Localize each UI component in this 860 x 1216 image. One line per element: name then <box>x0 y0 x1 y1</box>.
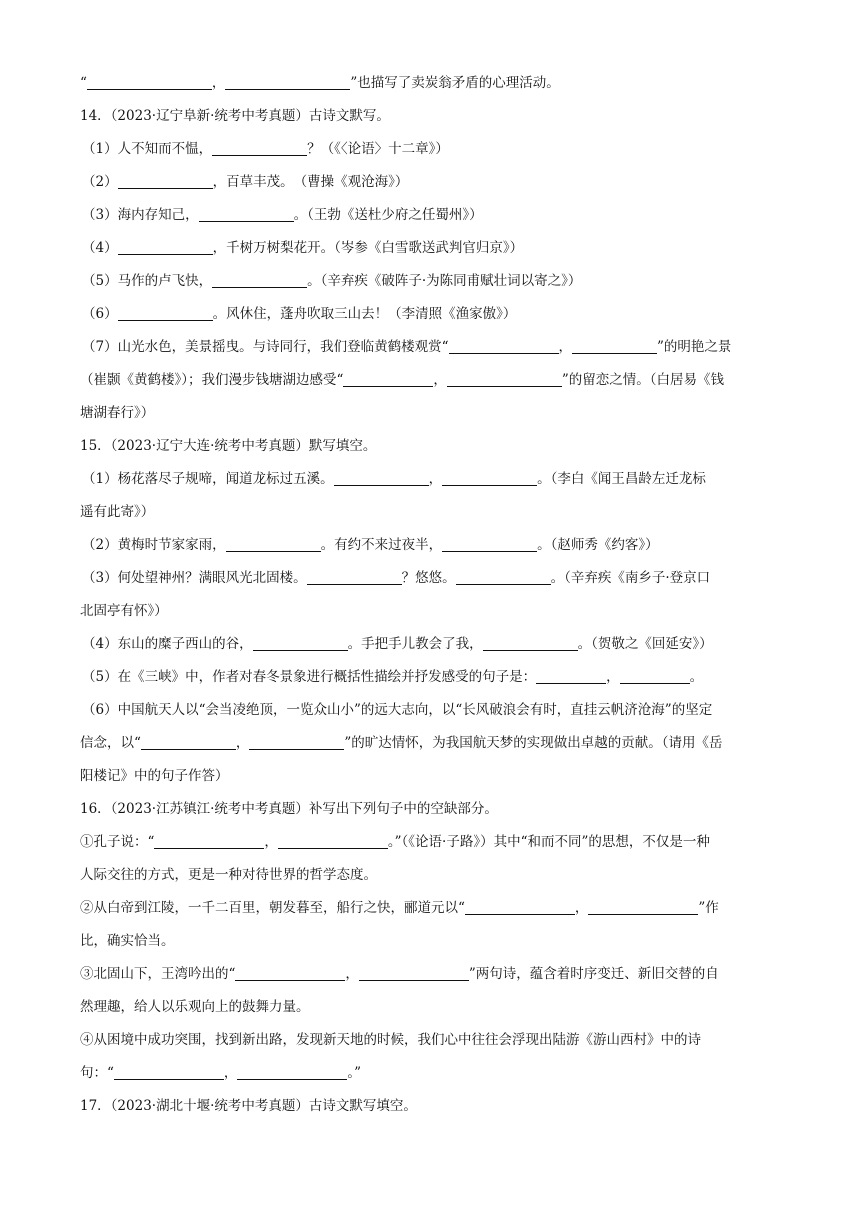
text-line <box>80 726 780 759</box>
text-line <box>80 693 780 726</box>
answer-blank[interactable] <box>442 537 537 552</box>
answer-blank[interactable] <box>114 1065 224 1080</box>
answer-blank[interactable] <box>456 570 551 585</box>
question-heading-14 <box>80 99 780 132</box>
text-line <box>80 891 780 924</box>
answer-blank[interactable] <box>249 735 344 750</box>
answer-blank[interactable] <box>620 669 690 684</box>
text-line <box>80 990 780 1023</box>
answer-blank[interactable] <box>536 669 606 684</box>
answer-blank[interactable] <box>118 306 213 321</box>
text: 信念，以“ <box>80 734 141 751</box>
text-line <box>80 594 780 627</box>
text: 。（赵师秀《约客》） <box>537 536 659 553</box>
text: （5）马作的卢飞快， <box>82 272 213 289</box>
text: 。（贺敬之《回延安》） <box>577 635 713 652</box>
text: ”作 <box>698 899 719 916</box>
text: ， <box>211 74 226 91</box>
answer-blank[interactable] <box>225 75 350 90</box>
text: （2）黄梅时节家家雨， <box>82 536 226 553</box>
text: ”的明艳之景 <box>657 338 732 355</box>
answer-blank[interactable] <box>212 141 307 156</box>
question-heading-17 <box>80 1089 780 1122</box>
text: （3）海内存知己， <box>82 206 199 223</box>
text-line <box>80 495 780 528</box>
text: 遥有此寄》） <box>80 503 155 520</box>
text: ， <box>264 833 278 850</box>
text: ， <box>428 470 443 487</box>
text: ， <box>235 734 250 751</box>
text: ②从白帝到江陵，一千二百里，朝发暮至，船行之快，郦道元以“ <box>80 899 465 916</box>
text-line <box>80 330 780 363</box>
answer-blank[interactable] <box>237 1065 347 1080</box>
answer-blank[interactable] <box>226 537 321 552</box>
text: 。 <box>689 668 704 685</box>
text: 然理趣，给人以乐观向上的鼓舞力量。 <box>80 998 310 1015</box>
text: 。（辛弃疾《南乡子·登京口 <box>550 569 711 586</box>
answer-blank[interactable] <box>442 471 537 486</box>
text-line <box>80 957 780 990</box>
text: 。”（《论语·子路》）其中“和而不同”的思想，不仅是一种 <box>387 833 710 850</box>
answer-blank[interactable] <box>334 471 429 486</box>
answer-blank[interactable] <box>235 966 345 981</box>
answer-blank[interactable] <box>253 636 348 651</box>
text: 。（王勃《送杜少府之任蜀州》） <box>293 206 483 223</box>
text: 句：“ <box>80 1064 114 1081</box>
text: “ <box>80 74 87 91</box>
question-heading-15 <box>80 429 780 462</box>
text: ， <box>433 371 447 388</box>
answer-blank[interactable] <box>87 75 212 90</box>
text: （2） <box>82 173 118 190</box>
text-line <box>80 660 780 693</box>
text: ”的留恋之情。（白居易《钱 <box>561 371 725 388</box>
text: 。（辛弃疾《破阵子·为陈同甫赋壮词以寄之》） <box>307 272 582 289</box>
text-line <box>80 825 780 858</box>
text-line <box>80 462 780 495</box>
text-line <box>80 231 780 264</box>
text-line <box>80 264 780 297</box>
text-line <box>80 858 780 891</box>
text: （5）在《三峡》中，作者对春冬景象进行概括性描绘并抒发感受的句子是： <box>82 668 537 685</box>
answer-blank[interactable] <box>118 240 213 255</box>
text: （崔颢《黄鹤楼》）；我们漫步钱塘湖边感受“ <box>80 371 344 388</box>
text: 人际交往的方式，更是一种对待世界的哲学态度。 <box>80 866 377 883</box>
text: ，百草丰茂。 （曹操《观沧海》） <box>212 173 409 190</box>
text: 比，确实恰当。 <box>80 932 175 949</box>
text: （7）山光水色，美景摇曳。与诗同行，我们登临黄鹤楼观赏“ <box>82 338 449 355</box>
question-title: 15．（2023·辽宁大连·统考中考真题）默写填空。 <box>80 437 377 454</box>
answer-blank[interactable] <box>449 339 559 354</box>
text: （1）人不知而不愠， <box>82 140 213 157</box>
text: 。手把手儿教会了我， <box>347 635 483 652</box>
text: 。有约不来过夜半， <box>320 536 443 553</box>
text: （4） <box>82 239 118 256</box>
text: （6） <box>82 305 118 322</box>
question-title: 14．（2023·辽宁阜新·统考中考真题）古诗文默写。 <box>80 107 390 124</box>
text: ④从困境中成功突围，找到新出路，发现新天地的时候，我们心中往往会浮现出陆游《游山西村》中的诗 <box>80 1031 701 1048</box>
text: ？（《〈论语〉十二章》） <box>307 140 449 157</box>
answer-blank[interactable] <box>359 966 469 981</box>
answer-blank[interactable] <box>307 570 402 585</box>
text: （1）杨花落尽子规啼，闻道龙标过五溪。 <box>82 470 334 487</box>
answer-blank[interactable] <box>447 372 562 387</box>
answer-blank[interactable] <box>141 735 236 750</box>
text-line <box>80 627 780 660</box>
text: （3）何处望神州？满眼风光北固楼。 <box>82 569 307 586</box>
text-line <box>80 1023 780 1056</box>
text-line <box>80 132 780 165</box>
text-line <box>80 363 780 396</box>
text-line <box>80 759 780 792</box>
exam-page <box>80 66 780 1122</box>
text: 阳楼记》中的句子作答） <box>80 767 229 784</box>
text-line <box>80 198 780 231</box>
text: ”两句诗，蕴含着时序变迁、新旧交替的自 <box>468 965 719 982</box>
text-line <box>80 924 780 957</box>
answer-blank[interactable] <box>343 372 433 387</box>
text-line <box>80 528 780 561</box>
text: 。” <box>347 1064 362 1081</box>
text-line <box>80 1056 780 1089</box>
text: ， <box>606 668 620 685</box>
question-title: 17．（2023·湖北十堰·统考中考真题）古诗文默写填空。 <box>80 1097 417 1114</box>
text: 。（李白《闻王昌龄左迁龙标 <box>537 470 706 487</box>
question-title: 16．（2023·江苏镇江·统考中考真题）补写出下列句子中的空缺部分。 <box>80 800 498 817</box>
text: ， <box>223 1064 238 1081</box>
text: 。风休住，蓬舟吹取三山去！（李清照《渔家傲》） <box>212 305 517 322</box>
answer-blank[interactable] <box>465 900 575 915</box>
text: ， <box>345 965 359 982</box>
text: ③北固山下，王湾吟出的“ <box>80 965 236 982</box>
answer-blank[interactable] <box>588 900 698 915</box>
text: ”也描写了卖炭翁矛盾的心理活动。 <box>350 74 560 91</box>
text-line <box>80 297 780 330</box>
text: 塘湖春行》） <box>80 404 155 421</box>
text-line <box>80 66 780 99</box>
answer-blank[interactable] <box>212 273 307 288</box>
text-line <box>80 165 780 198</box>
answer-blank[interactable] <box>118 174 213 189</box>
answer-blank[interactable] <box>572 339 657 354</box>
text-line <box>80 561 780 594</box>
text: ？悠悠。 <box>401 569 456 586</box>
answer-blank[interactable] <box>154 834 264 849</box>
answer-blank[interactable] <box>278 834 388 849</box>
text: ，千树万树梨花开。（岑参《白雪歌送武判官归京》） <box>212 239 524 256</box>
text: ， <box>574 899 589 916</box>
text: （6）中国航天人以“会当凌绝顶，一览众山小”的远大志向，以“长风破浪会有时，直挂云帆济沧海”的坚定 <box>82 701 713 718</box>
text: 北固亭有怀》） <box>80 602 168 619</box>
answer-blank[interactable] <box>483 636 578 651</box>
text-line <box>80 396 780 429</box>
text: （4）东山的糜子西山的谷， <box>82 635 253 652</box>
text: ， <box>558 338 572 355</box>
text: ”的旷达情怀，为我国航天梦的实现做出卓越的贡献。（请用《岳 <box>344 734 723 751</box>
text: ①孔子说：“ <box>80 833 155 850</box>
question-heading-16 <box>80 792 780 825</box>
answer-blank[interactable] <box>199 207 294 222</box>
